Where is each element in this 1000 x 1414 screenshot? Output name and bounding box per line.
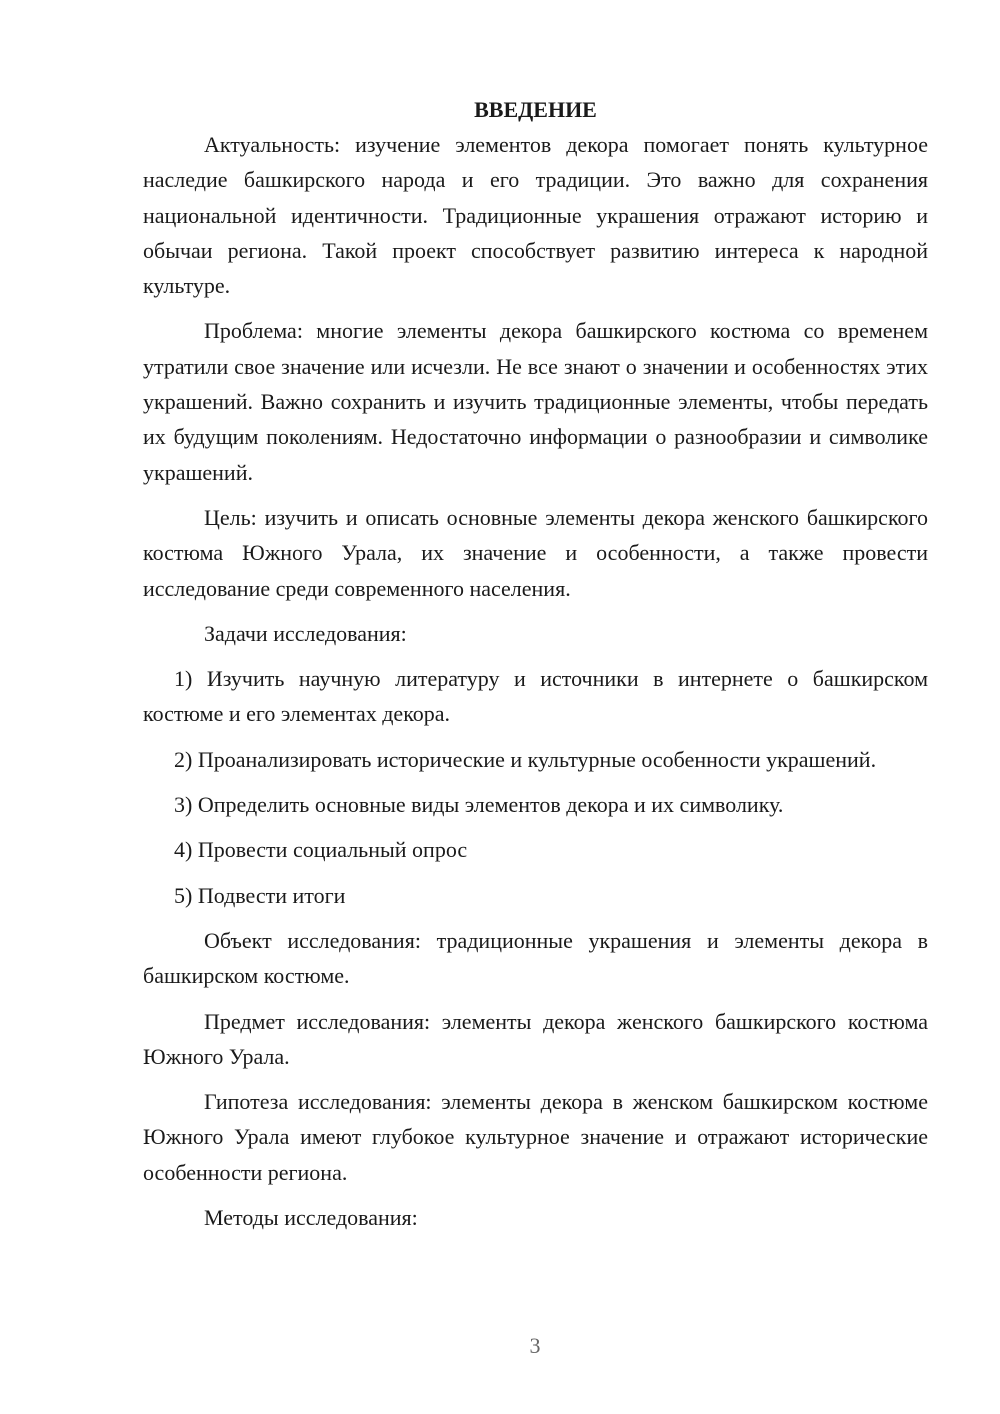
- task-item-2: 2) Проанализировать исторические и культурные особенности украшений.: [174, 746, 877, 772]
- paragraph-object: Объект исследования: традиционные украшения и элементы декора в башкирском костюме.: [143, 927, 928, 989]
- task-item-4: 4) Провести социальный опрос: [174, 837, 468, 863]
- task-item-5: 5) Подвести итоги: [174, 882, 346, 908]
- paragraph-relevance: Актуальность: изучение элементов декора помогает понять культурное наследие башкирского народа и его традиции. Это важно для сохранения национальной идентичности. Традиционные украшения отражают историю и обычаи региона. Такой проект способствует развитию интереса к народной культуре.: [143, 132, 928, 299]
- document-page: [143, 92, 928, 1245]
- paragraph-problem: Проблема: многие элементы декора башкирского костюма со временем утратили свое значение или исчезли. Не все знают о значении и особенностях этих украшений. Важно сохранить и изучить традиционные элементы, чтобы передать их будущим поколениям. Недостаточно информации о разнообразии и символике украшений.: [143, 318, 928, 485]
- paragraph-goal: Цель: изучить и описать основные элементы декора женского башкирского костюма Южного Урала, их значение и особенности, а также провести исследование среди современного населения.: [143, 504, 928, 601]
- paragraph-hypothesis: Гипотеза исследования: элементы декора в женском башкирском костюме Южного Урала имеют глубокое культурное значение и отражают исторические особенности региона.: [143, 1089, 928, 1185]
- page-title: ВВЕДЕНИЕ: [474, 97, 597, 122]
- task-item-3: 3) Определить основные виды элементов декора и их символику.: [174, 792, 784, 818]
- tasks-heading: Задачи исследования:: [204, 620, 407, 646]
- methods-heading: Методы исследования:: [204, 1205, 418, 1231]
- task-item-1: 1) Изучить научную литературу и источники в интернете о башкирском костюме и его элементах декора.: [143, 666, 928, 727]
- paragraph-subject: Предмет исследования: элементы декора женского башкирского костюма Южного Урала.: [143, 1008, 928, 1069]
- page-number: 3: [529, 1333, 541, 1358]
